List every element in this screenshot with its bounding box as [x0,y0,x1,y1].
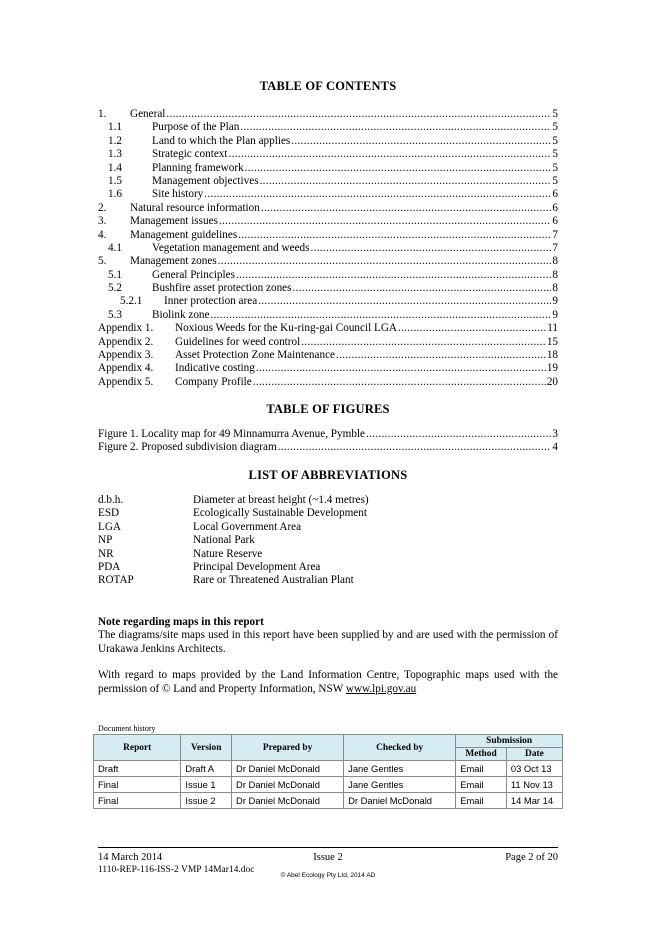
toc-entry-page: 5 [552,108,558,120]
toc-entry-number: 1.5 [108,174,122,187]
toc-entry[interactable] [98,108,558,121]
toc-entry-page: 9 [552,295,558,308]
toc-leader-dots [253,376,546,389]
figure-entry[interactable] [98,441,558,454]
footer-date: 14 March 2014 [98,852,163,863]
toc-entry-page: 6 [552,201,558,214]
abbreviation-row [98,561,369,574]
toc-leader-dots [229,148,552,161]
col-checked: Checked by [344,735,456,761]
toc-entry[interactable] [98,336,558,349]
toc-entry-page: 20 [546,375,558,388]
toc-entry-number: 5.3 [108,308,122,321]
footer-page-number: Page 2 of 20 [505,852,558,863]
cell-method: Email [456,761,507,777]
note-paragraph-2 [98,669,558,696]
toc-leader-dots [210,309,551,322]
toc-entry-number: 1.4 [108,161,122,174]
figure-entry-page: 4 [552,441,558,454]
toc-entry-page: 5 [552,161,558,174]
toc-entry-title: Inner protection area [164,295,258,308]
footer-copyright: © Abel Ecology Pty Ltd, 2014 AD [280,872,376,879]
toc-entry-page: 5 [552,148,558,161]
abbreviation-row [98,548,369,561]
toc-entry-title: Planning framework [152,161,244,174]
toc-leader-dots [240,121,551,134]
col-prepared: Prepared by [232,735,344,761]
cell-version: Issue 1 [181,777,232,793]
toc-entry-title: Noxious Weeds for the Ku-ring-gai Council LGA [175,322,397,335]
toc-entry-title: General Principles [152,268,235,281]
toc-entry-title: Indicative costing [175,362,255,375]
abbreviation-meaning: National Park [193,534,255,547]
cell-report: Final [94,777,181,793]
toc-entry-title: Company Profile [175,375,252,388]
toc-entry-number: Appendix 4. [98,362,154,375]
toc-entry[interactable] [98,269,558,282]
toc-entry[interactable] [98,349,558,362]
abbreviation-code: LGA [98,520,121,533]
toc-leader-dots [278,441,552,454]
toc-entry-number: 5.1 [108,268,122,281]
toc-entry-title: Bushfire asset protection zones [152,282,292,295]
document-history-table [93,734,563,809]
toc-entry-number: 4.1 [108,241,122,254]
toc-leader-dots [301,336,546,349]
abbreviation-code: ESD [98,507,120,520]
toc-entry-title: Guidelines for weed control [175,335,301,348]
abbreviation-row [98,494,369,507]
cell-date: 14 Mar 14 [506,793,562,809]
toc-entry[interactable] [98,242,558,255]
abbreviation-meaning: Nature Reserve [193,547,263,560]
toc-leader-dots [256,362,546,375]
toc-leader-dots [218,255,552,268]
lpi-link[interactable]: www.lpi.gov.au [345,682,417,695]
toc-entry-number: 4. [98,228,107,241]
history-caption: Document history [98,724,156,733]
abbreviation-code: NP [98,534,113,547]
cell-method: Email [456,793,507,809]
toc-entry-number: 3. [98,215,107,228]
figure-entry-title: Figure 2. Proposed subdivision diagram [98,441,277,454]
toc-leader-dots [236,269,551,282]
cell-report: Final [94,793,181,809]
toc-leader-dots [261,202,552,215]
abbreviation-meaning: Rare or Threatened Australian Plant [193,574,354,587]
toc-entry-number: 1.2 [108,134,122,147]
cell-report: Draft [94,761,181,777]
figure-entry-page: 3 [552,428,558,440]
abbreviation-code: NR [98,547,114,560]
abbreviation-row [98,507,369,520]
toc-entry-page: 18 [546,349,558,362]
toc-entry-title: Vegetation management and weeds [152,241,310,254]
toc-entry[interactable] [98,282,558,295]
toc-leader-dots [260,175,552,188]
toc-entry[interactable] [98,229,558,242]
toc-entry-title: Land to which the Plan applies [152,134,291,147]
toc-entry-page: 11 [547,322,558,335]
toc-entry[interactable] [98,148,558,161]
table-of-figures [98,428,558,455]
toc-entry-number: 2. [98,201,107,214]
cell-checked: Dr Daniel McDonald [344,793,456,809]
abbreviation-meaning: Principal Development Area [193,560,321,573]
figures-heading: TABLE OF FIGURES [266,402,390,416]
abbreviation-row [98,521,369,534]
toc-entry-page: 8 [552,282,558,295]
toc-leader-dots [336,349,546,362]
table-row [94,761,563,777]
abbreviations-heading: LIST OF ABBREVIATIONS [248,468,408,482]
toc-entry[interactable] [98,162,558,175]
toc-entry-page: 5 [552,174,558,187]
toc-entry-title: Management zones [130,255,217,268]
toc-entry[interactable] [98,121,558,134]
abbreviation-meaning: Diameter at breast height (~1.4 metres) [193,494,369,506]
toc-entry-number: 1.6 [108,188,122,201]
toc-entry-title: Site history [152,188,204,201]
toc-entry-page: 5 [552,121,558,134]
toc-entry-number: 5. [98,255,107,268]
cell-checked: Jane Gentles [344,761,456,777]
toc-entry-page: 5 [552,134,558,147]
cell-prepared: Dr Daniel McDonald [232,761,344,777]
toc-entry-page: 9 [552,308,558,321]
cell-method: Email [456,777,507,793]
toc-leader-dots [293,282,552,295]
toc-leader-dots [258,295,551,308]
toc-entry-title: General [130,108,166,120]
toc-entry[interactable] [98,295,558,308]
toc-entry[interactable] [98,215,558,228]
toc-leader-dots [245,162,552,175]
table-row [94,793,563,809]
toc-entry-title: Management issues [130,215,218,228]
toc-entry-title: Purpose of the Plan [152,121,240,134]
toc-entry-title: Management guidelines [130,228,238,241]
toc-entry-number: Appendix 3. [98,349,154,362]
toc-entry-number: Appendix 1. [98,322,154,335]
col-submission: Submission [456,735,563,748]
table-row [94,777,563,793]
cell-version: Draft A [181,761,232,777]
toc-entry-page: 6 [552,188,558,201]
toc-leader-dots [219,215,551,228]
toc-entry-number: 5.2.1 [120,295,143,308]
abbreviation-code: d.b.h. [98,494,124,506]
toc-entry-number: 1. [98,108,107,120]
toc-leader-dots [238,229,551,242]
col-method: Method [456,748,507,761]
cell-checked: Jane Gentles [344,777,456,793]
cell-prepared: Dr Daniel McDonald [232,793,344,809]
abbreviation-row [98,534,369,547]
abbreviation-meaning: Ecologically Sustainable Development [193,507,367,520]
cell-version: Issue 2 [181,793,232,809]
toc-entry-number: Appendix 5. [98,375,154,388]
toc-leader-dots [366,428,551,441]
cell-prepared: Dr Daniel McDonald [232,777,344,793]
cell-date: 03 Oct 13 [506,761,562,777]
maps-note [98,616,558,696]
toc-entry-page: 7 [552,228,558,241]
toc-entry[interactable] [98,376,558,389]
abbreviation-row [98,574,369,587]
col-date: Date [506,748,562,761]
toc-entry-title: Biolink zone [152,308,210,321]
footer-doc-reference: 1110-REP-116-ISS-2 VMP 14Mar14.doc [98,865,255,875]
abbreviation-code: ROTAP [98,574,134,587]
toc-entry-number: Appendix 2. [98,335,154,348]
toc-entry-page: 6 [552,215,558,228]
toc-entry[interactable] [98,309,558,322]
toc-entry-title: Strategic context [152,148,228,161]
toc-entry[interactable] [98,202,558,215]
toc-entry-title: Natural resource information [130,201,260,214]
abbreviation-meaning: Local Government Area [193,520,302,533]
note-paragraph-1: The diagrams/site maps used in this report have been supplied by and are used with the permission of Urakawa Jenkins Architects. [98,629,558,655]
toc-entry-number: 1.3 [108,148,122,161]
toc-entry-page: 8 [552,268,558,281]
toc-entry[interactable] [98,188,558,201]
toc-leader-dots [166,108,551,121]
toc-entry[interactable] [98,255,558,268]
toc-entry[interactable] [98,322,558,335]
toc-entry-page: 19 [546,362,558,375]
note-paragraph-2-text: With regard to maps provided by the Land Information Centre, Topographic maps used with the permission of © Land and Property Information, NSW [98,669,558,695]
toc-entry-title: Management objectives [152,174,259,187]
toc-leader-dots [204,188,551,201]
toc-entry[interactable] [98,135,558,148]
toc-leader-dots [291,135,551,148]
toc-entry-number: 1.1 [108,121,122,134]
toc-entry[interactable] [98,362,558,375]
toc-leader-dots [398,322,546,335]
toc-heading: TABLE OF CONTENTS [259,79,397,93]
col-report: Report [94,735,181,761]
col-version: Version [181,735,232,761]
footer-issue: Issue 2 [313,852,343,863]
table-of-contents [98,108,558,389]
footer-divider [98,847,558,848]
note-heading: Note regarding maps in this report [98,616,264,628]
abbreviations-list [98,494,369,588]
toc-entry-number: 5.2 [108,282,122,295]
abbreviation-code: PDA [98,560,121,573]
toc-entry[interactable] [98,175,558,188]
figure-entry-title: Figure 1. Locality map for 49 Minnamurra Avenue, Pymble [98,428,365,440]
cell-date: 11 Nov 13 [506,777,562,793]
toc-entry-title: Asset Protection Zone Maintenance [175,349,335,362]
toc-entry-page: 8 [552,255,558,268]
figure-entry[interactable] [98,428,558,441]
toc-entry-page: 7 [552,241,558,254]
toc-entry-page: 15 [546,335,558,348]
toc-leader-dots [311,242,552,255]
